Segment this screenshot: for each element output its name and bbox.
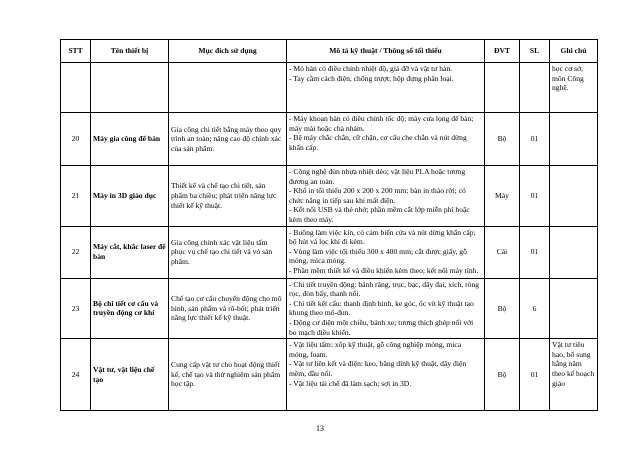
cell-unit: Bộ	[485, 339, 520, 411]
cell-name: Máy cắt, khắc laser để bàn	[91, 226, 169, 278]
spec-line: - Tay cầm cách điện, chống trượt; hộp đựng phân loại.	[289, 73, 454, 83]
table-header-row	[61, 40, 598, 63]
cell-spec	[287, 226, 485, 278]
cell-stt: 22	[61, 226, 91, 278]
spec-line: - Buồng làm việc kín, có cảm biến cửa và nút dừng khẩn cấp; bộ hút và lọc khí đi kèm.	[289, 227, 476, 247]
cell-name	[91, 63, 169, 113]
spec-line: - Khổ in tối thiểu 200 x 200 x 200 mm; bàn in tháo rời; có chức năng in tiếp sau khi mất điện.	[289, 186, 466, 205]
spec-line: - Vật liệu tấm: xốp kỹ thuật, gỗ công nghiệp mỏng, mica mỏng, foam.	[289, 340, 462, 359]
cell-unit: Bộ	[485, 278, 520, 339]
spec-line: - Mỏ hàn có điều chỉnh nhiệt độ, giá đỡ và vật tư hàn.	[289, 64, 453, 73]
cell-purpose: Gia công chính xác vật liệu tấm phục vụ chế tạo chi tiết và vỏ sản phẩm.	[169, 226, 287, 278]
cell-name: Máy gia công để bàn	[91, 113, 169, 166]
header-unit: ĐVT	[485, 40, 520, 63]
cell-purpose: Cung cấp vật tư cho hoạt động thiết kế, chế tạo và thử nghiệm sản phẩm học tập.	[169, 339, 287, 411]
cell-purpose: Gia công chi tiết bằng máy theo quy trình an toàn; nâng cao độ chính xác của sản phẩm.	[169, 113, 287, 166]
cell-name: Máy in 3D giáo dục	[91, 166, 169, 227]
spec-line: - Phần mềm thiết kế và điều khiển kèm theo; kết nối máy tính.	[289, 265, 479, 275]
cell-name: Vật tư, vật liệu chế tạo	[91, 339, 169, 411]
cell-unit	[485, 63, 520, 113]
cell-qty: 01	[520, 113, 550, 166]
table-row	[61, 339, 598, 411]
equipment-table	[60, 39, 598, 411]
cell-stt: 23	[61, 278, 91, 339]
cell-note	[550, 113, 598, 166]
header-note: Ghi chú	[550, 40, 598, 63]
table-row	[61, 113, 598, 166]
spec-line: - Động cơ điện một chiều, bánh xe; tương thích ghép nối với bo mạch điều khiển.	[289, 317, 474, 337]
cell-unit: Cái	[485, 226, 520, 278]
table-row	[61, 226, 598, 278]
cell-unit: Bộ	[485, 113, 520, 166]
spec-line: - Chi tiết truyền động: bánh răng, trục, bạc, dây đai, xích, ròng rọc, đòn bẩy, thanh nối.	[289, 279, 480, 299]
cell-purpose: Chế tạo cơ cấu chuyển động cho mô hình, sản phẩm và rô-bốt; phát triển năng lực thiết kế kỹ thuật.	[169, 278, 287, 339]
header-qty: SL	[520, 40, 550, 63]
cell-note	[550, 226, 598, 278]
header-name: Tên thiết bị	[91, 40, 169, 63]
spec-line: - Vùng làm việc tối thiểu 300 x 400 mm; cắt được giấy, gỗ mỏng, mica mỏng.	[289, 246, 467, 266]
cell-name: Bộ chi tiết cơ cấu và truyền động cơ khí	[91, 278, 169, 339]
header-stt: STT	[61, 40, 91, 63]
cell-spec	[287, 339, 485, 411]
page-number: 13	[316, 424, 324, 433]
cell-note	[550, 166, 598, 227]
cell-spec	[287, 166, 485, 227]
cell-purpose	[169, 63, 287, 113]
spec-line: - Vật liệu tái chế đã làm sạch; sợi in 3D.	[289, 378, 412, 388]
cell-qty: 01	[520, 226, 550, 278]
spec-line: - Công nghệ đùn nhựa nhiệt dẻo; vật liệu PLA hoặc tương đương an toàn.	[289, 167, 466, 186]
spec-line: - Kết nối USB và thẻ nhớ; phần mềm cắt lớp miễn phí hoặc kèm theo máy.	[289, 205, 470, 224]
cell-qty: 01	[520, 166, 550, 227]
spec-line: - Vật tư liên kết và điện: keo, băng dính kỹ thuật, dây điện mềm, đầu nối.	[289, 359, 467, 378]
cell-note: Vật tư tiêu hao, bổ sung hằng năm theo kế hoạch giáo	[550, 339, 598, 411]
table-row	[61, 166, 598, 227]
spec-line: - Bệ máy chắc chắn, cữ chặn, cơ cấu che chắn và nút dừng khẩn cấp.	[289, 133, 467, 152]
cell-spec	[287, 278, 485, 339]
cell-note	[550, 278, 598, 339]
cell-stt: 24	[61, 339, 91, 411]
cell-stt	[61, 63, 91, 113]
table-row-continued	[61, 63, 598, 113]
cell-unit: Máy	[485, 166, 520, 227]
cell-qty: 01	[520, 339, 550, 411]
cell-qty	[520, 63, 550, 113]
cell-stt: 21	[61, 166, 91, 227]
table-row	[61, 278, 598, 339]
spec-line: - Máy khoan bàn có điều chỉnh tốc độ; máy cưa lọng để bàn; máy mài hoặc chà nhám.	[289, 114, 474, 133]
cell-note: học cơ sở, môn Công nghệ.	[550, 63, 598, 113]
cell-spec	[287, 113, 485, 166]
header-spec: Mô tả kỹ thuật / Thông số tối thiểu	[287, 40, 485, 63]
spec-line: - Chi tiết kết cấu: thanh định hình, ke góc, ốc vít kỹ thuật tạo khung theo mô-đun.	[289, 298, 474, 318]
cell-qty: 6	[520, 278, 550, 339]
cell-spec	[287, 63, 485, 113]
cell-purpose: Thiết kế và chế tạo chi tiết, sản phẩm ba chiều; phát triển năng lực thiết kế kỹ thuật.	[169, 166, 287, 227]
cell-stt: 20	[61, 113, 91, 166]
header-purpose: Mục đích sử dụng	[169, 40, 287, 63]
